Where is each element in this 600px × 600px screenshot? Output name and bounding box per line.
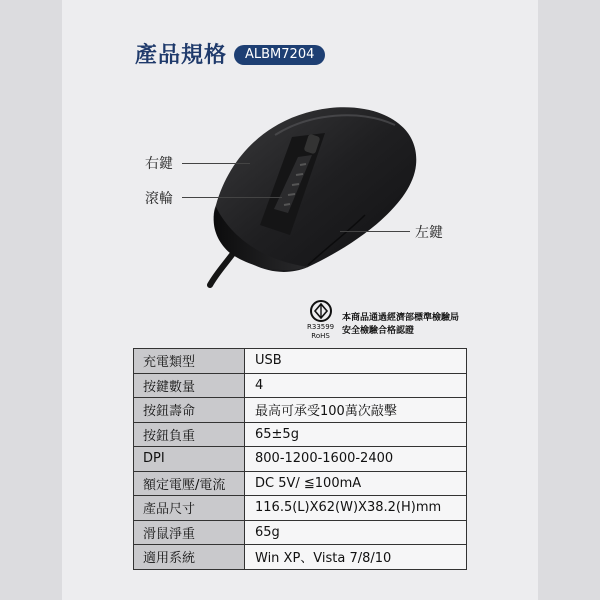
spec-row [134, 422, 467, 447]
page-title: 產品規格 [135, 43, 228, 68]
spec-row [134, 545, 467, 570]
spec-row [134, 520, 467, 545]
spec-value: USB [245, 349, 467, 374]
spec-value: 65±5g [245, 422, 467, 447]
cert-code: R33599 RoHS [307, 323, 335, 340]
scroll-wheel-line [182, 197, 282, 198]
spec-value: 4 [245, 373, 467, 398]
spec-key: 產品尺寸 [134, 496, 245, 521]
spec-value: 800-1200-1600-2400 [245, 447, 467, 472]
spec-value: 116.5(L)X62(W)X38.2(H)mm [245, 496, 467, 521]
left-button-label: 左鍵 [415, 225, 443, 241]
right-button-label: 右鍵 [145, 156, 173, 172]
spec-key: 充電類型 [134, 349, 245, 374]
spec-row [134, 349, 467, 374]
mouse-image [180, 95, 430, 295]
spec-row [134, 471, 467, 496]
spec-table [133, 348, 467, 570]
spec-key: 按鍵數量 [134, 373, 245, 398]
left-margin [0, 0, 62, 600]
spec-row [134, 398, 467, 423]
spec-value: 最高可承受100萬次敲擊 [245, 398, 467, 423]
right-margin [538, 0, 600, 600]
model-badge: ALBM7204 [234, 45, 325, 65]
spec-key: 額定電壓/電流 [134, 471, 245, 496]
bsmi-mark-icon [308, 298, 334, 324]
spec-value: DC 5V/ ≦100mA [245, 471, 467, 496]
spec-key: 按鈕壽命 [134, 398, 245, 423]
scroll-wheel-label: 滾輪 [145, 191, 173, 207]
spec-row [134, 447, 467, 472]
left-button-line [340, 231, 410, 232]
cert-text: 本商品通過經濟部標準檢驗局 安全檢驗合格認證 [342, 313, 460, 336]
spec-value: Win XP、Vista 7/8/10 [245, 545, 467, 570]
spec-value: 65g [245, 520, 467, 545]
spec-row [134, 496, 467, 521]
spec-key: 按鈕負重 [134, 422, 245, 447]
spec-row [134, 373, 467, 398]
spec-key: 適用系統 [134, 545, 245, 570]
spec-key: 滑鼠淨重 [134, 520, 245, 545]
right-button-line [182, 163, 250, 164]
spec-key: DPI [134, 447, 245, 472]
